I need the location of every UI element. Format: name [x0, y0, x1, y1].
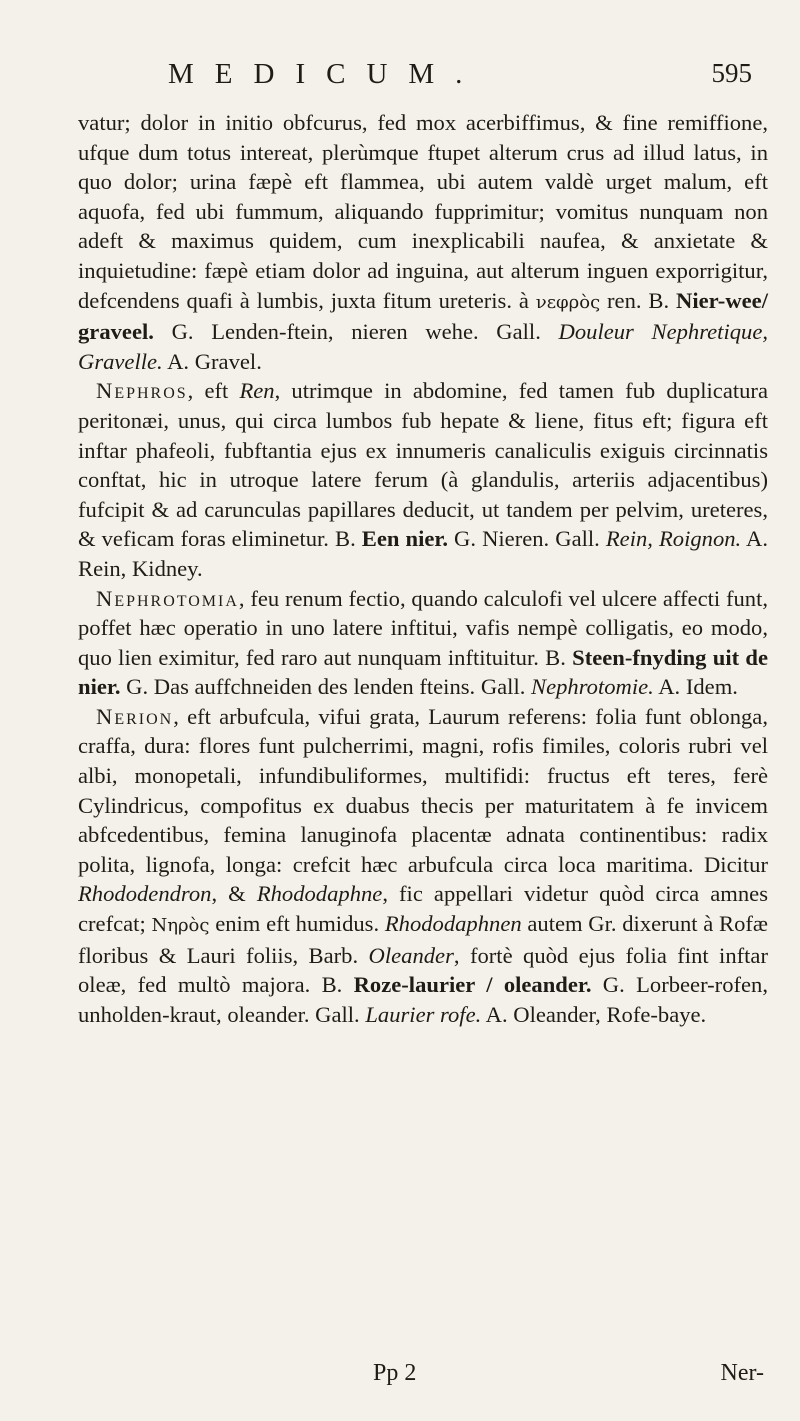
paragraph-text: , fortè quòd ejus folia fint inftar oleæ, fed multò majora. B.: [78, 942, 768, 998]
latin-term: Oleander: [368, 942, 454, 968]
paragraph-text: vatur; dolor in initio obfcurus, fed mox acerbiffimus, & fine remiffione, ufque dum totus intereat, plerùmque ftupet alterum crus ad illud latus, in quo dolor; urina fæpè eft flammea, ubi autem valdè urget malum, eft aquofa, fed ubi fummum, aliquando fupprimitur; vomitus nunquam non adeft & maximus quidem, cum inexplicabili naufea, & anxietate & inquietudine: fæpè etiam dolor ad inguina, aut alterum inguen exporrigitur, defcendens quafi à lumbis, juxta fitum ureteris. à: [78, 110, 768, 313]
entry-nephrotomia: [78, 584, 768, 702]
catchword: Ner-: [720, 1360, 764, 1386]
latin-term: Rhododaphnen: [384, 911, 522, 937]
page-number: 595: [711, 58, 752, 88]
headword: Nerion: [96, 703, 174, 729]
signature-mark: Pp 2: [373, 1360, 417, 1386]
greek-word: νεφρὸς: [535, 291, 601, 313]
paragraph-text: , &: [211, 881, 257, 907]
paragraph-text: , eft arbufcula, vifui grata, Laurum referens: folia funt oblonga, craffa, dura: flores funt pulcherrimi, magni, rofis fimiles, coloris rubri vel albi, monopetali, infundibuliformes, multifidi: fructus eft teres, ferè Cylindricus, compofitus ex duabus thecis per maturitatem à fe invicem abfcedentibus, femina lanuginofa placentæ adnata continentibus: radix polita, lignofa, longa: crefcit hæc arbufcula circa loca maritima. Dicitur: [78, 703, 768, 877]
paragraph-continuation: [78, 108, 768, 376]
paragraph-text: G. Nieren. Gall.: [447, 526, 606, 552]
headword: Nephrotomia: [96, 585, 239, 611]
paragraph-text: , eft: [187, 378, 240, 404]
greek-word: Νηρὸς: [151, 915, 210, 937]
paragraph-text: G. Lenden-ftein, nieren wehe. Gall.: [153, 319, 559, 345]
latin-term: Ren: [239, 378, 275, 404]
paragraph-text: , feu renum fectio, quando calculofi vel ulcere affecti funt, poffet hæc operatio in uno latere inftitui, vafis nempè colligatis, eo modo, quo lien eximitur, fed raro aut nunquam inftituitur. B.: [78, 585, 768, 670]
paragraph-text: , fic appellari videtur quòd circa amnes crefcat;: [78, 881, 768, 937]
french-term: Laurier rofe.: [365, 1001, 482, 1027]
dutch-term: Een nier.: [361, 526, 448, 552]
dutch-term: Nier-wee/ graveel.: [78, 287, 768, 345]
paragraph-text: A. Gravel.: [162, 348, 262, 374]
running-head: [168, 58, 760, 92]
paragraph-text: ren. B.: [600, 287, 676, 313]
latin-term: Rhododendron: [78, 881, 212, 907]
paragraph-text: enim eft humidus.: [209, 911, 385, 937]
paragraph-text: G. Das auffchneiden des lenden fteins. Gall.: [120, 674, 532, 700]
paragraph-text: A. Idem.: [653, 674, 738, 700]
page-footer: [78, 1360, 768, 1394]
paragraph-text: A. Rein, Kidney.: [78, 526, 768, 581]
paragraph-text: autem Gr. dixerunt à Rofæ floribus & Lauri foliis, Barb.: [78, 911, 768, 968]
french-term: Nephrotomie.: [531, 674, 654, 700]
latin-term: Rhododaphne: [256, 881, 383, 907]
headword: Nephros: [96, 378, 188, 404]
paragraph-text: G. Lorbeer-rofen, unholden-kraut, oleander. Gall.: [78, 972, 768, 1027]
dutch-term: Roze-laurier / oleander.: [353, 972, 592, 998]
dutch-term: Steen-fnyding uit de nier.: [78, 644, 768, 700]
entry-nerion: [78, 702, 768, 1030]
body-text: [78, 108, 768, 1029]
paragraph-text: A. Oleander, Rofe-baye.: [481, 1001, 707, 1027]
french-term: Douleur Nephretique, Gravelle.: [78, 319, 769, 374]
french-term: Rein, Roignon.: [605, 526, 742, 552]
paragraph-text: , utrimque in abdomine, fed tamen fub duplicatura peritonæi, unus, qui circa lumbos fub hepate & liene, fitus eft; figura eft inftar phafeoli, fubftantia ejus ex innumeris canaliculis exiguis circinnatis conftat, hic in utroque latere ferum (à glandulis, arteriis adjacentibus) fufcipit & ad carunculas papillares deducit, ut tandem per pelvim, ureteres, & veficam foras eliminetur. B.: [78, 378, 768, 552]
running-title: MEDICUM.: [168, 58, 484, 90]
entry-nephros: [78, 376, 768, 583]
